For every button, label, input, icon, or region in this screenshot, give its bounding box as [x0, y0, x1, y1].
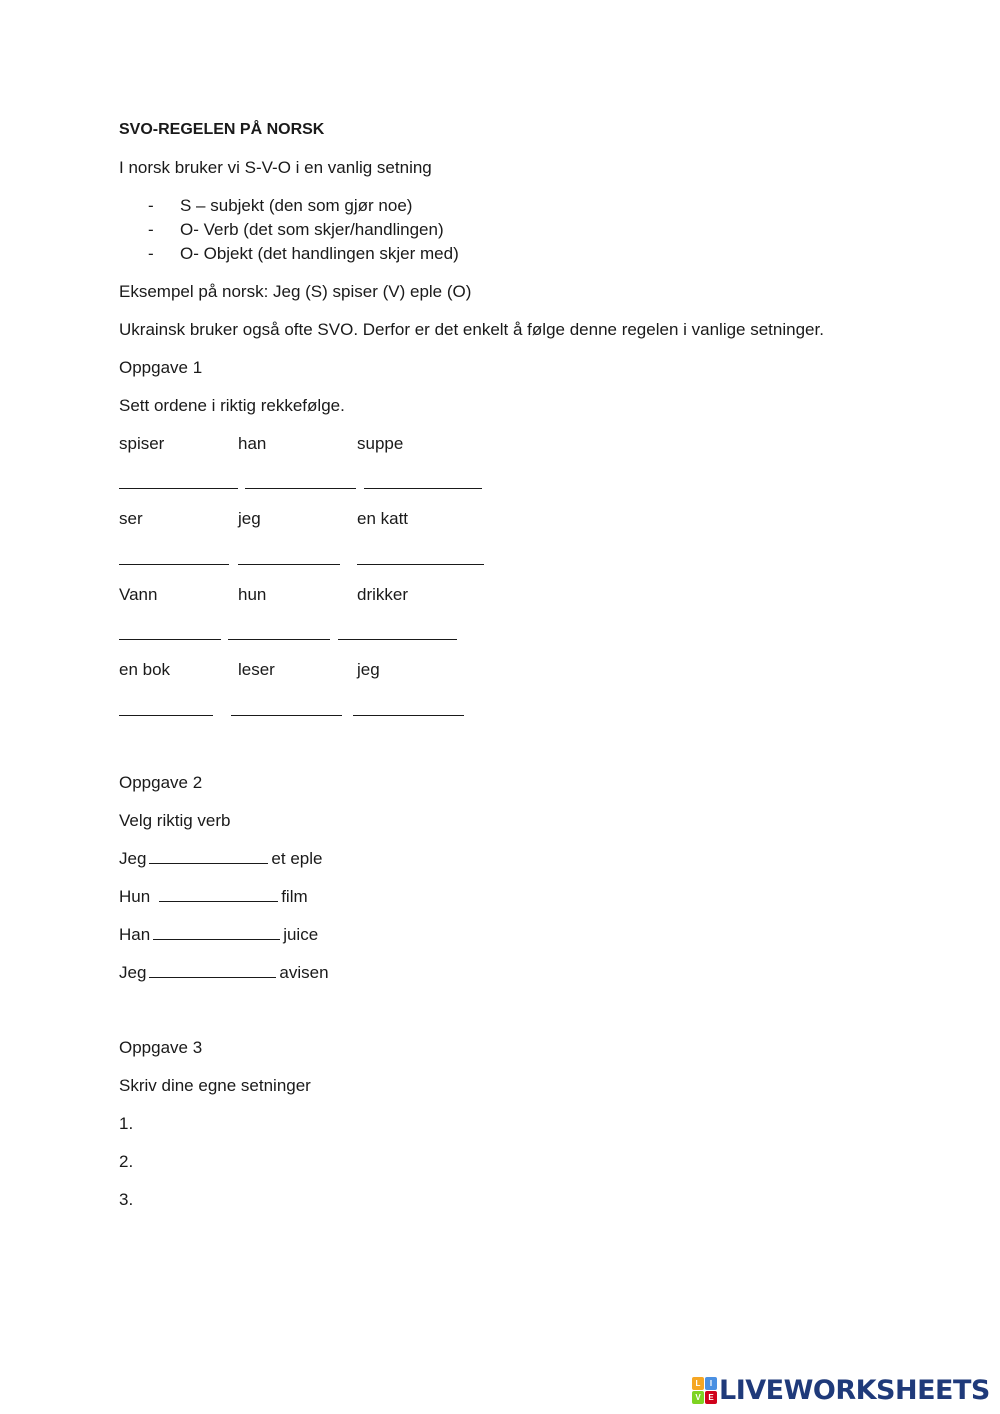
word: suppe — [357, 434, 404, 453]
sentence-rest: film — [281, 887, 308, 906]
logo-tile: V — [692, 1391, 704, 1404]
answer-blank[interactable] — [119, 639, 221, 640]
task3-item-3[interactable]: 3. — [119, 1190, 134, 1209]
bullet-marker: - — [148, 220, 154, 239]
intro-text: I norsk bruker vi S-V-O i en vanlig setning — [119, 158, 432, 177]
answer-blank[interactable] — [119, 715, 213, 716]
task3-instruction: Skriv dine egne setninger — [119, 1076, 311, 1095]
answer-blank[interactable] — [228, 639, 330, 640]
logo-tile: E — [705, 1391, 717, 1404]
word: Vann — [119, 585, 158, 604]
task3-heading: Oppgave 3 — [119, 1038, 203, 1057]
bullet-verb: O- Verb (det som skjer/handlingen) — [180, 220, 444, 239]
word: en bok — [119, 660, 171, 679]
answer-blank[interactable] — [364, 488, 482, 489]
task2-sentence-1 — [119, 848, 322, 870]
answer-blank[interactable] — [238, 564, 340, 565]
answer-blank[interactable] — [119, 488, 238, 489]
task3-item-1[interactable]: 1. — [119, 1114, 134, 1133]
task2-heading: Oppgave 2 — [119, 773, 203, 792]
liveworksheets-logo — [692, 1374, 990, 1406]
answer-blank[interactable] — [245, 488, 356, 489]
bullet-object: O- Objekt (det handlingen skjer med) — [180, 244, 459, 263]
verb-blank[interactable] — [159, 887, 278, 902]
task3-item-2[interactable]: 2. — [119, 1152, 134, 1171]
logo-tile: L — [692, 1377, 704, 1390]
word: leser — [238, 660, 275, 679]
answer-blank[interactable] — [119, 564, 229, 565]
word: hun — [238, 585, 267, 604]
sentence-rest: juice — [283, 925, 319, 944]
sentence-rest: avisen — [279, 963, 329, 982]
logo-tile: I — [705, 1377, 717, 1390]
task1-heading: Oppgave 1 — [119, 358, 203, 377]
word: en katt — [357, 509, 409, 528]
page-title: SVO-REGELEN PÅ NORSK — [119, 121, 325, 138]
task1-instruction: Sett ordene i riktig rekkefølge. — [119, 396, 345, 415]
word: han — [238, 434, 267, 453]
brand-name: LIVEWORKSHEETS — [719, 1374, 990, 1406]
task2-sentence-3 — [119, 924, 318, 946]
example-text: Eksempel på norsk: Jeg (S) spiser (V) eple (O) — [119, 282, 472, 301]
word: jeg — [238, 509, 261, 528]
sentence-rest: et eple — [271, 849, 323, 868]
answer-blank[interactable] — [338, 639, 457, 640]
word: jeg — [357, 660, 380, 679]
verb-blank[interactable] — [153, 925, 280, 940]
sentence-subject: Hun — [119, 887, 151, 906]
sentence-subject: Han — [119, 925, 151, 944]
task2-instruction: Velg riktig verb — [119, 811, 231, 830]
liveworksheets-logo-icon — [692, 1377, 716, 1403]
verb-blank[interactable] — [149, 963, 276, 978]
sentence-subject: Jeg — [119, 963, 147, 982]
sentence-subject: Jeg — [119, 849, 147, 868]
word: ser — [119, 509, 143, 528]
ukrainian-note: Ukrainsk bruker også ofte SVO. Derfor er det enkelt å følge denne regelen i vanlige setninger. — [119, 320, 824, 339]
verb-blank[interactable] — [149, 849, 268, 864]
answer-blank[interactable] — [357, 564, 484, 565]
task2-sentence-4 — [119, 962, 329, 984]
bullet-marker: - — [148, 244, 154, 263]
word: spiser — [119, 434, 165, 453]
bullet-subject: S – subjekt (den som gjør noe) — [180, 196, 413, 215]
bullet-marker: - — [148, 196, 154, 215]
answer-blank[interactable] — [353, 715, 464, 716]
task2-sentence-2 — [119, 886, 308, 908]
answer-blank[interactable] — [231, 715, 342, 716]
word: drikker — [357, 585, 409, 604]
